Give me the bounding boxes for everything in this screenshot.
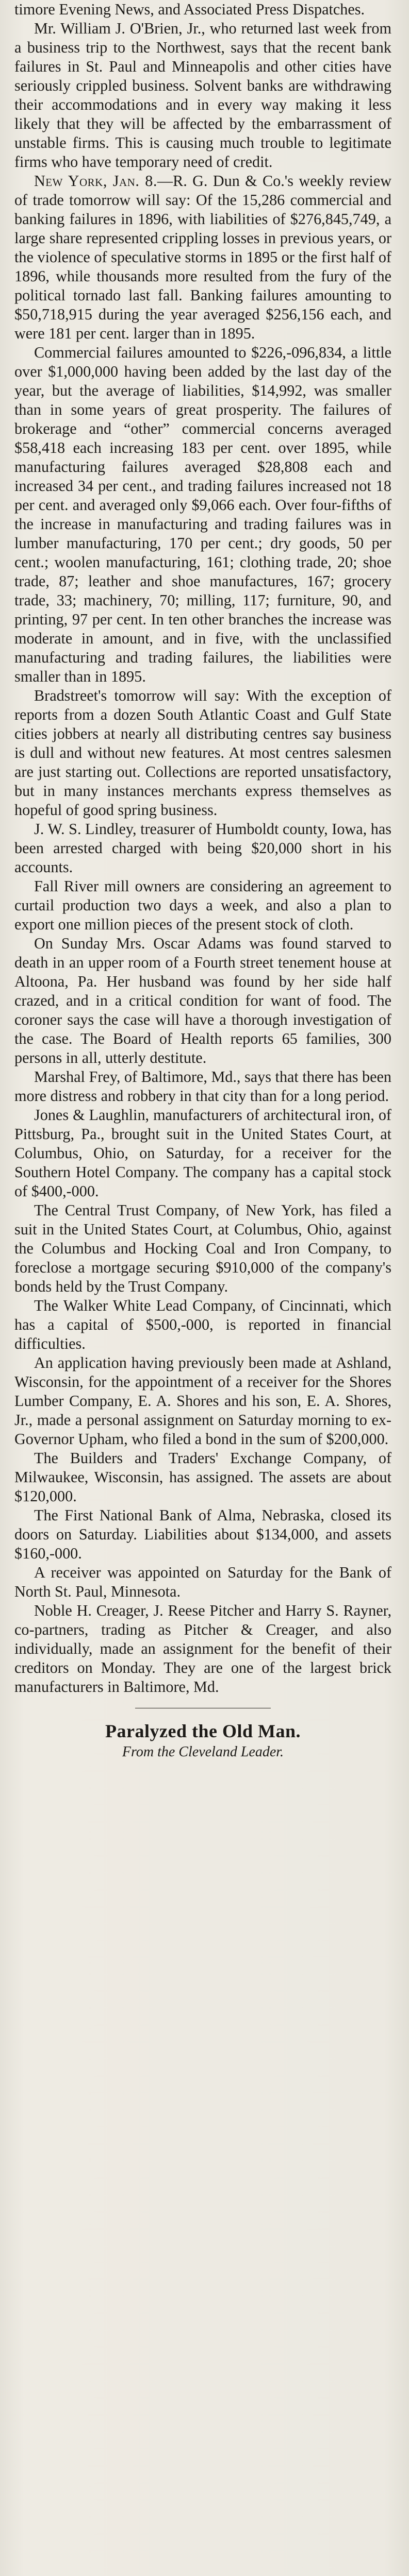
- dun-review-text: —R. G. Dun & Co.'s weekly review of trade tomorrow will say: Of the 15,286 commercial and banking failures in 1896, with liabilities of $276,845,749, a large share represented crippling losses in previous years, or the violence of speculative storms in 1895 or the first half of 1896, while thousands more resulted from the fury of the political tornado last fall. Banking failures amounting to $50,718,915 during the year averaged $256,156 each, and were 181 per cent. larger than in 1895.: [14, 172, 392, 342]
- paragraph-obrien: Mr. William J. O'Brien, Jr., who returned last week from a business trip to the Northwest, says that the recent bank failures in St. Paul and Minneapolis and other cities have seriously crippled business. Solvent banks are withdrawing their accommodations and in every way making it less likely that they will be affected by the embarrassment of unstable firms. This is causing much trouble to legitimate firms who have temporary need of credit.: [14, 20, 391, 171]
- paragraph-adams: On Sunday Mrs. Oscar Adams was found starved to death in an upper room of a Fourth street tenement house at Altoona, Pa. Her husband was found by her side half crazed, and in a critical condition for want of food. The coroner says the case will have a thorough investigation of the case. The Board of Health reports 65 families, 300 persons in all, utterly destitute.: [14, 935, 391, 1066]
- dateline: New York, Jan. 8.: [34, 172, 157, 190]
- next-article-source: From the Cleveland Leader.: [122, 1744, 284, 1758]
- paragraph-builders-traders: The Builders and Traders' Exchange Company, of Milwaukee, Wisconsin, has assigned. The assets are about $120,000.: [14, 1449, 391, 1505]
- paragraph-shores-lumber: An application having previously been made at Ashland, Wisconsin, for the appointment of a receiver for the Shores Lumber Company, E. A. Shores and his son, E. A. Shores, Jr., made a personal assignment on Saturday morning to ex-Governor Upham, who filed a bond in the sum of $200,000.: [14, 1354, 391, 1448]
- paragraph-commercial-failures: Commercial failures amounted to $226,-096,834, a little over $1,000,000 having been added by the last day of the year, but the average of liabilities, $14,992, was smaller than in some years of great prosperity. The failures of brokerage and “other” commercial concerns averaged $58,418 each increasing 183 per cent. over 1895, while manufacturing failures averaged $28,808 each and increased 34 per cent., and trading failures increased not 18 per cent. and averaged only $9,066 each. Over four-fifths of the increase in manufacturing and trading failures was in lumber manufacturing, 170 per cent.; dry goods, 50 per cent.; woolen manufacturing, 161; clothing trade, 20; shoe trade, 87; leather and shoe manufactures, 167; grocery trade, 33; machinery, 70; milling, 117; furniture, 90, and printing, 97 per cent. In ten other branches the increase was moderate in amount, and in five, with the unclassified manufacturing and trading failures, the liabilities were smaller than in 1895.: [14, 344, 391, 685]
- paragraph-bradstreet: Bradstreet's tomorrow will say: With the exception of reports from a dozen South Atlantic Coast and Gulf State cities jobbers at nearly all distributing centres say business is dull and without new features. At most centres salesmen are just starting out. Collections are reported unsatisfactory, but in many instances merchants express themselves as hopeful of good spring business.: [14, 687, 391, 819]
- paragraph-walker-lead: The Walker White Lead Company, of Cincinnati, which has a capital of $500,-000, is reported in financial difficulties.: [14, 1297, 391, 1352]
- paragraph-north-st-paul: A receiver was appointed on Saturday for the Bank of North St. Paul, Minnesota.: [14, 1564, 391, 1600]
- paragraph-frey: Marshal Frey, of Baltimore, Md., says that there has been more distress and robbery in that city than for a long period.: [14, 1068, 392, 1105]
- paragraph-alma-bank: The First National Bank of Alma, Nebraska, closed its doors on Saturday. Liabilities about $134,000, and assets $160,-000.: [14, 1506, 391, 1562]
- article-top-fragment: timore Evening News, and Associated Press Dispatches.: [14, 1, 365, 18]
- article-body: [14, 19, 391, 1697]
- paragraph-jones-laughlin: Jones & Laughlin, manufacturers of architectural iron, of Pittsburg, Pa., brought suit in the United States Court, at Columbus, Ohio, on Saturday, for a receiver for the Southern Hotel Company. The company has a capital stock of $400,-000.: [14, 1106, 391, 1200]
- paragraph-dun-review: [14, 172, 391, 343]
- next-article-headline: Paralyzed the Old Man.: [105, 1721, 301, 1741]
- paragraph-pitcher-creager: Noble H. Creager, J. Reese Pitcher and Harry S. Rayner, co-partners, trading as Pitcher & Creager, and also individually, made an assignment for the benefit of their creditors on Monday. They are one of the largest brick manufacturers in Baltimore, Md.: [14, 1602, 391, 1696]
- paragraph-lindley: J. W. S. Lindley, treasurer of Humboldt county, Iowa, has been arrested charged with being $20,000 short in his accounts.: [14, 820, 391, 876]
- paragraph-fall-river: Fall River mill owners are considering an agreement to curtail production two days a week, and also a plan to export one million pieces of the present stock of cloth.: [14, 877, 391, 933]
- paragraph-central-trust: The Central Trust Company, of New York, has filed a suit in the United States Court, at Columbus, Ohio, against the Columbus and Hocking Coal and Iron Company, to foreclose a mortgage securing $910,000 of the company's bonds held by the Trust Company.: [14, 1201, 391, 1295]
